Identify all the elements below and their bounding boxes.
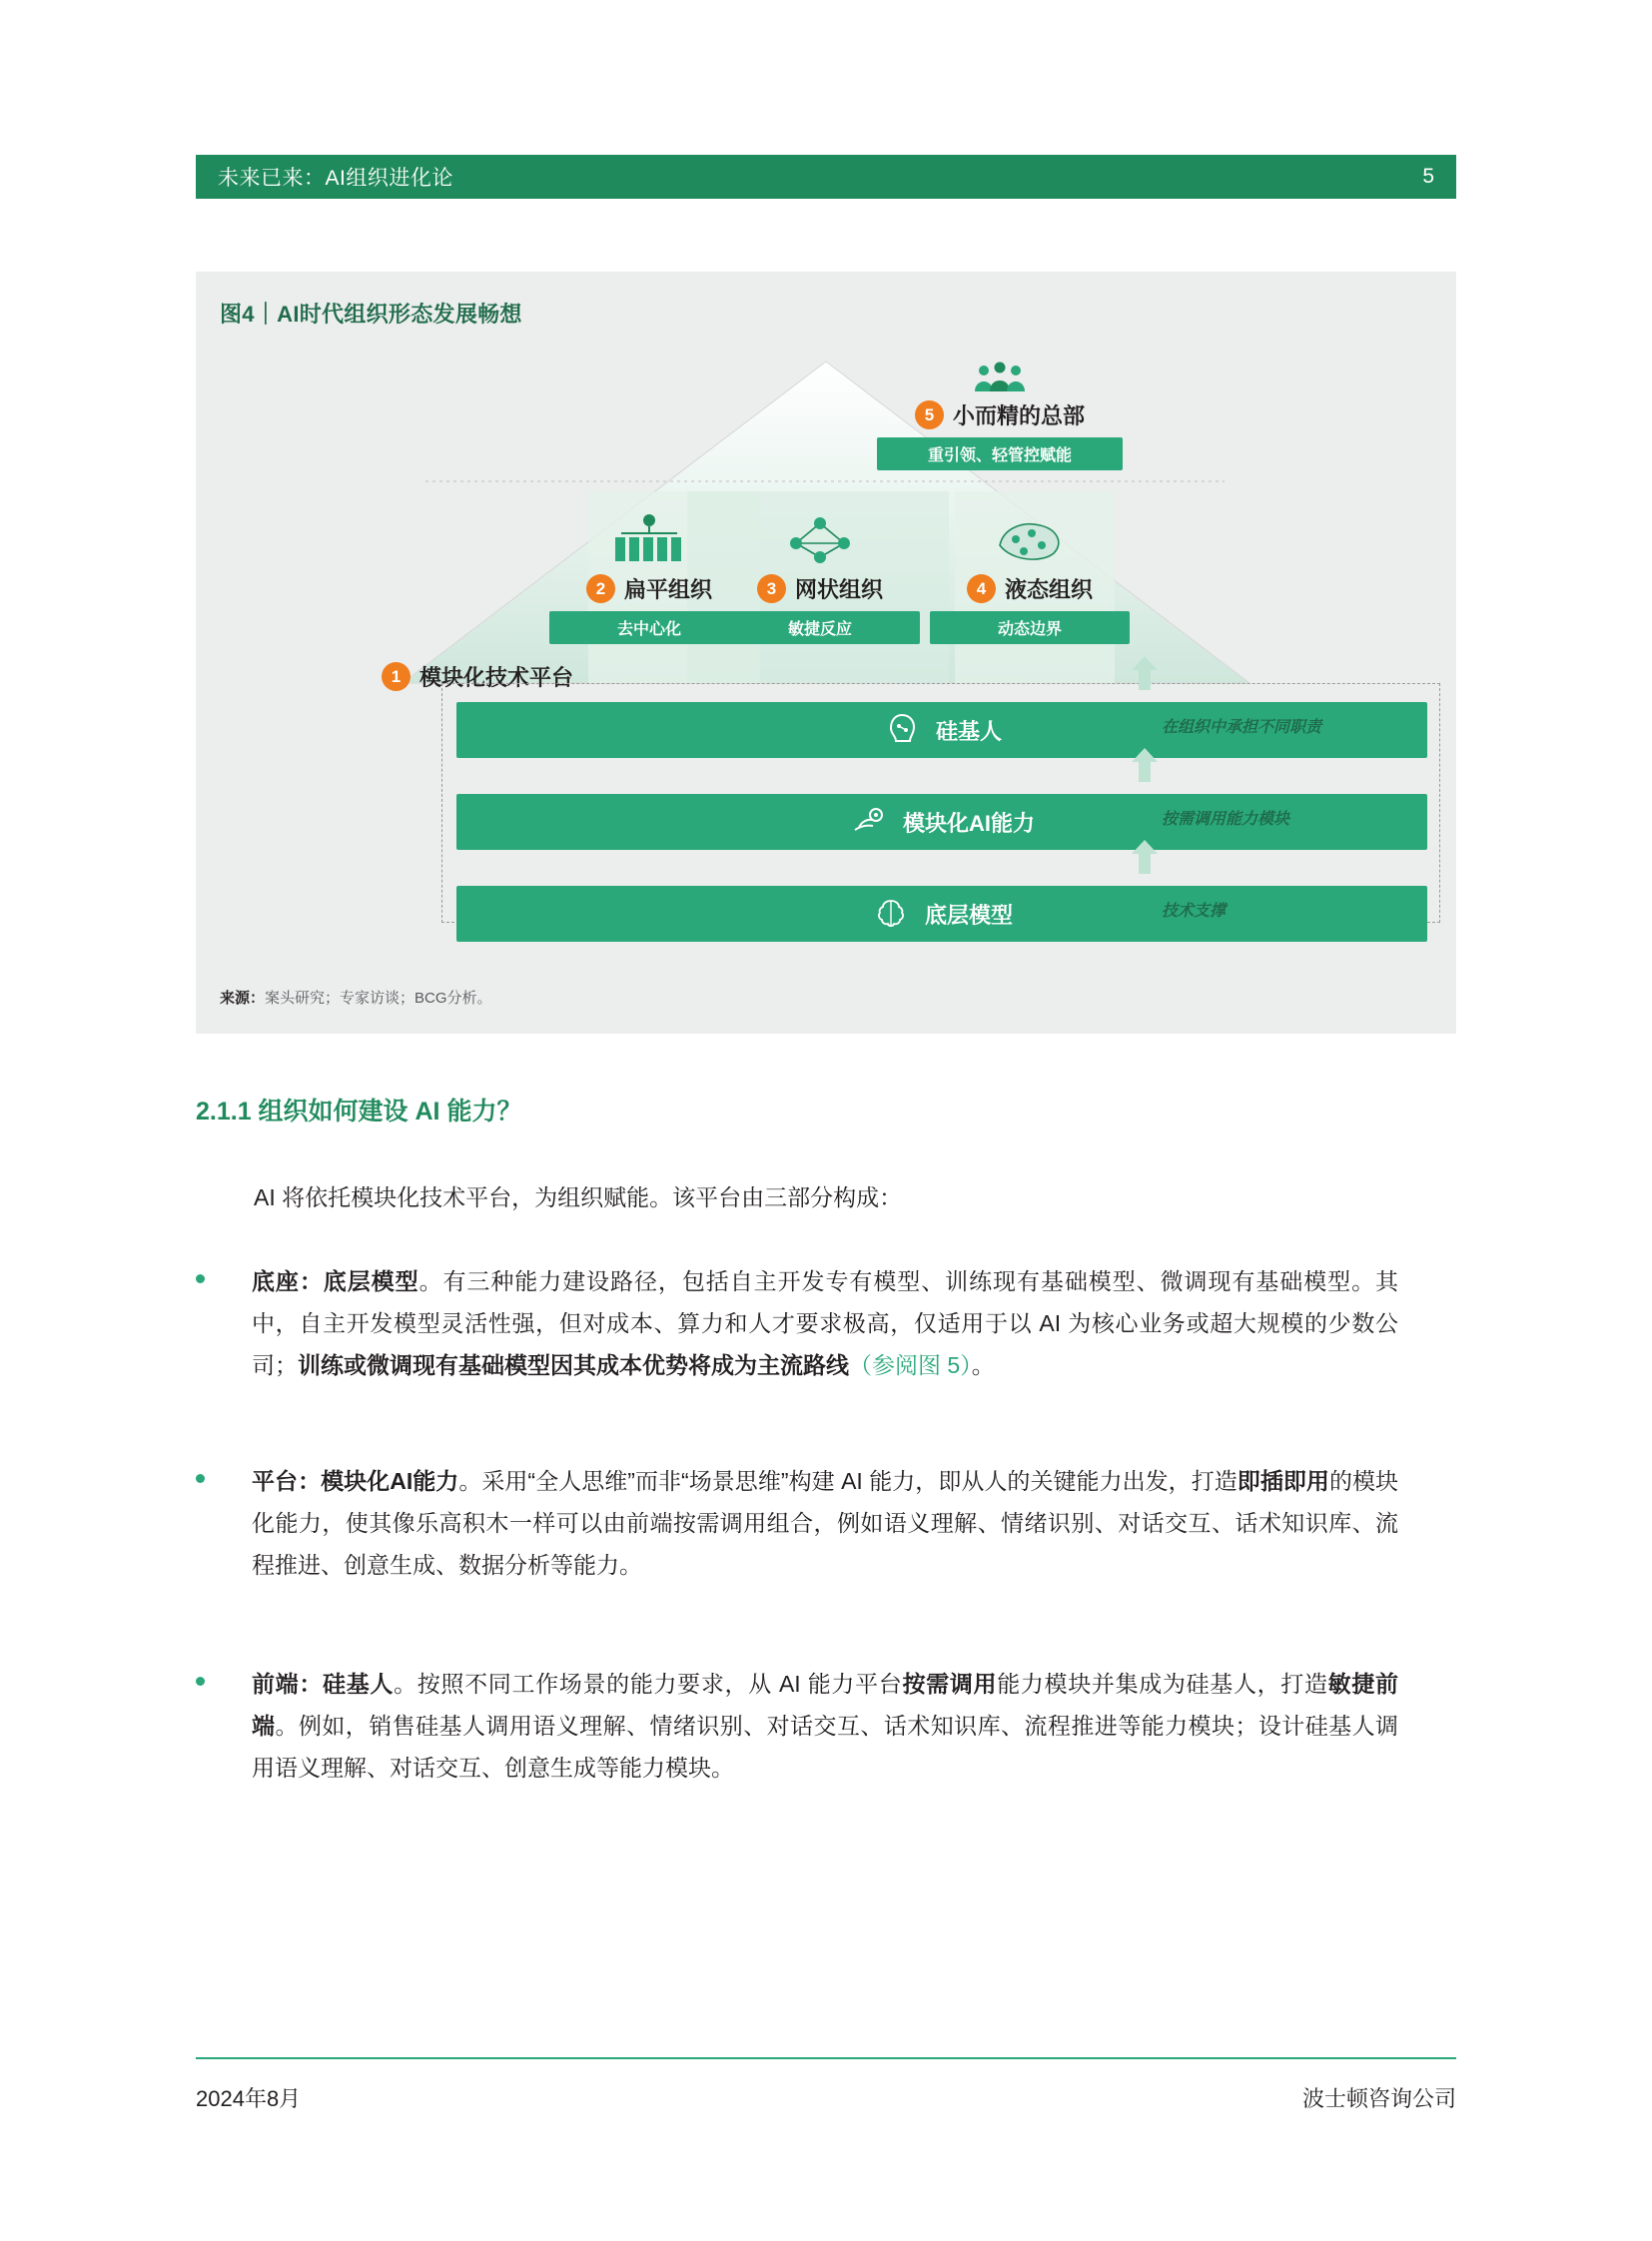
layer-foundation-model-label: 底层模型: [924, 902, 1013, 928]
exhibit-source-text: 案头研究；专家访谈；BCG分析。: [265, 990, 492, 1007]
arrow-up-icon-3: [1132, 840, 1158, 874]
bullet-foundation-text: 底座：底层模型。有三种能力建设路径，包括自主开发专有模型、训练现有基础模型、微调现有基础模型。其中，自主开发模型灵活性强，但对成本、算力和人才要求极高，仅适用于以 AI 为核心业务或超大规模的少数公司；训练或微调现有基础模型因其成本优势将成为主流路线（参阅图 5）。: [252, 1268, 1399, 1378]
node-flat-org-label: 扁平组织: [623, 577, 712, 602]
exhibit-figure-4: [196, 272, 1456, 1034]
node-flat-org-sub: 去中心化: [549, 611, 749, 644]
header-title: 未来已来：AI组织进化论: [218, 167, 453, 190]
bullet-dot: [196, 1677, 205, 1686]
node-liquid-org: [925, 513, 1135, 644]
footer-company: 波士顿咨询公司: [1301, 2086, 1456, 2111]
diagram-canvas: [196, 332, 1456, 951]
people-group-icon: [970, 362, 1030, 395]
layer-modular-ai-note: 按需调用能力模块: [1162, 811, 1290, 828]
node-badge-4: 4: [967, 574, 996, 603]
node-badge-2: 2: [586, 574, 615, 603]
bullet-platform-text: 平台：模块化AI能力。采用“全人思维”而非“场景思维”构建 AI 能力，即从人的关键能力出发，打造即插即用的模块化能力，使其像乐高积木一样可以由前端按需调用组合，例如语义理解、情绪识别、对话交互、话术知识库、流程推进、创意生成、数据分析等能力。: [252, 1468, 1399, 1578]
node-network-org: [715, 513, 925, 644]
platform-box: [441, 683, 1440, 928]
layer-modular-ai-label: 模块化AI能力: [902, 810, 1035, 836]
header-page-number: 5: [1422, 165, 1434, 188]
node-liquid-org-label-row: [925, 573, 1135, 604]
node-network-org-label-row: [715, 573, 925, 604]
node-headquarters: [850, 362, 1150, 470]
bullet-dot: [196, 1474, 205, 1483]
node-network-org-sub: 敏捷反应: [720, 611, 920, 644]
hand-ai-icon: [849, 802, 889, 842]
exhibit-source: [220, 987, 492, 1008]
layer-silicon-human-label: 硅基人: [935, 718, 1002, 744]
liquid-icon: [990, 513, 1070, 565]
org-chart-icon: [609, 513, 689, 565]
node-badge-1: 1: [382, 662, 411, 691]
silicon-human-icon: [882, 710, 922, 750]
bullet-foundation: [196, 1260, 1398, 1386]
brain-icon: [871, 894, 911, 934]
node-headquarters-sub: 重引领、轻管控赋能: [877, 437, 1123, 470]
node-headquarters-label: 小而精的总部: [952, 403, 1085, 428]
layer-foundation-model: [456, 886, 1427, 942]
node-badge-5: 5: [915, 400, 944, 429]
page-header: [196, 155, 1456, 199]
exhibit-source-label: 来源：: [220, 990, 266, 1007]
footer-divider: [196, 2057, 1456, 2059]
footer-date: 2024年8月: [196, 2086, 302, 2111]
node-network-org-label: 网状组织: [794, 577, 883, 602]
layer-foundation-model-note: 技术支撑: [1162, 903, 1227, 920]
intro-paragraph: AI 将依托模块化技术平台，为组织赋能。该平台由三部分构成：: [254, 1184, 903, 1210]
node-badge-3: 3: [757, 574, 786, 603]
bullet-dot: [196, 1274, 205, 1283]
node-headquarters-label-row: [850, 399, 1150, 430]
exhibit-title: 图4｜AI时代组织形态发展畅想: [220, 302, 522, 327]
layer-silicon-human-note: 在组织中承担不同职责: [1162, 719, 1322, 736]
arrow-up-icon-2: [1132, 748, 1158, 782]
node-liquid-org-sub: 动态边界: [930, 611, 1130, 644]
section-heading: 2.1.1 组织如何建设 AI 能力？: [196, 1098, 522, 1125]
bullet-frontend: [196, 1663, 1398, 1789]
node-platform-label: 模块化技术平台: [419, 665, 574, 690]
arrow-up-icon-1: [1132, 656, 1158, 690]
bullet-frontend-text: 前端：硅基人。按照不同工作场景的能力要求，从 AI 能力平台按需调用能力模块并集成为硅基人，打造敏捷前端。例如，销售硅基人调用语义理解、情绪识别、对话交互、话术知识库、流程推进等能力模块；设计硅基人调用语义理解、对话交互、创意生成等能力模块。: [252, 1671, 1399, 1781]
node-liquid-org-label: 液态组织: [1004, 577, 1093, 602]
network-icon: [780, 513, 860, 565]
bullet-platform: [196, 1460, 1398, 1586]
